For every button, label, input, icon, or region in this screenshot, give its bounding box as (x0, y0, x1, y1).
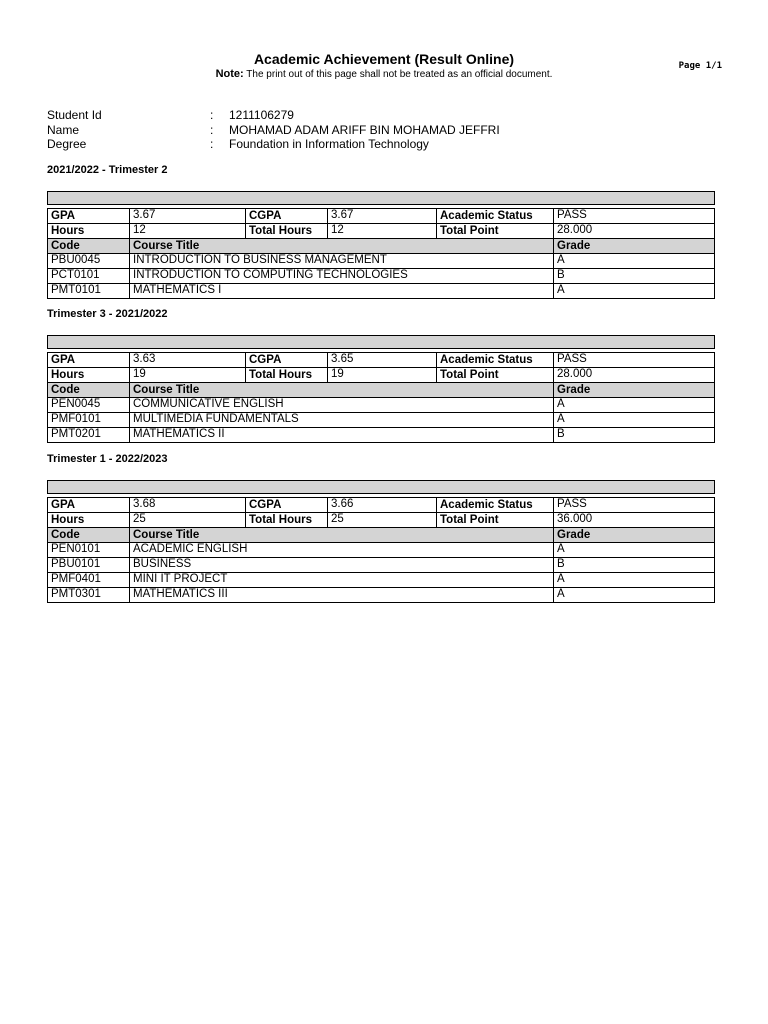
academic-status-label: Academic Status (437, 498, 554, 513)
course-title-header: Course Title (130, 528, 554, 543)
table-row (48, 573, 715, 588)
code-header: Code (48, 239, 130, 254)
hours-value: 12 (130, 224, 246, 239)
hours-value: 19 (130, 368, 246, 383)
summary-row (48, 353, 715, 368)
summary-row (48, 513, 715, 528)
total-hours-value: 12 (328, 224, 437, 239)
course-header-row (48, 383, 715, 398)
table-row (48, 413, 715, 428)
gpa-value: 3.67 (130, 209, 246, 224)
hours-label: Hours (48, 224, 130, 239)
table-row (48, 254, 715, 269)
hours-label: Hours (48, 513, 130, 528)
header-note (0, 68, 768, 80)
term-title: Trimester 3 - 2021/2022 (47, 308, 168, 320)
course-grade: B (554, 558, 715, 573)
course-header-row (48, 528, 715, 543)
table-row (48, 558, 715, 573)
total-point-label: Total Point (437, 224, 554, 239)
term-title: 2021/2022 - Trimester 2 (47, 164, 168, 176)
gpa-value: 3.68 (130, 498, 246, 513)
course-grade: B (554, 428, 715, 443)
academic-status-label: Academic Status (437, 209, 554, 224)
degree-value: Foundation in Information Technology (229, 137, 429, 151)
page-title: Academic Achievement (Result Online) (253, 51, 515, 67)
course-title: INTRODUCTION TO COMPUTING TECHNOLOGIES (130, 269, 554, 284)
student-id-label: Student Id (47, 108, 102, 122)
grade-header: Grade (554, 383, 715, 398)
total-hours-value: 25 (328, 513, 437, 528)
table-header-band (48, 192, 715, 205)
course-title: BUSINESS (130, 558, 554, 573)
course-title: COMMUNICATIVE ENGLISH (130, 398, 554, 413)
name-label: Name (47, 122, 80, 137)
academic-status-value: PASS (554, 498, 715, 513)
course-title: ACADEMIC ENGLISH (130, 543, 554, 558)
hours-label: Hours (48, 368, 130, 383)
name-colon: : (210, 122, 214, 137)
degree-colon: : (210, 137, 214, 151)
academic-status-value: PASS (554, 209, 715, 224)
student-id-colon: : (210, 108, 214, 122)
student-info (47, 108, 500, 152)
total-hours-label: Total Hours (246, 513, 328, 528)
course-grade: A (554, 588, 715, 603)
academic-status-value: PASS (554, 353, 715, 368)
table-row (48, 284, 715, 299)
name-value: MOHAMAD ADAM ARIFF BIN MOHAMAD JEFFRI (229, 122, 500, 137)
summary-row (48, 209, 715, 224)
cgpa-value: 3.65 (328, 353, 437, 368)
total-point-value: 36.000 (554, 513, 715, 528)
note-text: The print out of this page shall not be treated as an official document. (246, 69, 553, 80)
course-title: MATHEMATICS III (130, 588, 554, 603)
term-table (47, 480, 715, 603)
course-code: PEN0045 (48, 398, 130, 413)
term-table (47, 191, 715, 299)
course-code: PMF0401 (48, 573, 130, 588)
course-code: PEN0101 (48, 543, 130, 558)
name-row (47, 123, 500, 138)
academic-status-label: Academic Status (437, 353, 554, 368)
course-grade: A (554, 254, 715, 269)
course-code: PBU0101 (48, 558, 130, 573)
gpa-label: GPA (48, 498, 130, 513)
course-code: PMT0201 (48, 428, 130, 443)
total-point-value: 28.000 (554, 224, 715, 239)
course-code: PMT0301 (48, 588, 130, 603)
course-code: PCT0101 (48, 269, 130, 284)
course-grade: A (554, 543, 715, 558)
course-title: MULTIMEDIA FUNDAMENTALS (130, 413, 554, 428)
course-title: MINI IT PROJECT (130, 573, 554, 588)
course-grade: A (554, 284, 715, 299)
cgpa-value: 3.66 (328, 498, 437, 513)
table-header-band (48, 336, 715, 349)
course-title-header: Course Title (130, 239, 554, 254)
code-header: Code (48, 528, 130, 543)
summary-row (48, 224, 715, 239)
cgpa-label: CGPA (246, 353, 328, 368)
summary-row (48, 498, 715, 513)
course-code: PMT0101 (48, 284, 130, 299)
course-code: PMF0101 (48, 413, 130, 428)
gpa-value: 3.63 (130, 353, 246, 368)
degree-label: Degree (47, 137, 87, 151)
total-point-label: Total Point (437, 368, 554, 383)
table-row (48, 269, 715, 284)
total-hours-value: 19 (328, 368, 437, 383)
hours-value: 25 (130, 513, 246, 528)
course-grade: A (554, 398, 715, 413)
total-hours-label: Total Hours (246, 224, 328, 239)
table-row (48, 588, 715, 603)
page-number: Page 1/1 (678, 61, 722, 71)
total-point-label: Total Point (437, 513, 554, 528)
table-row (48, 428, 715, 443)
grade-header: Grade (554, 528, 715, 543)
gpa-label: GPA (48, 353, 130, 368)
gpa-label: GPA (48, 209, 130, 224)
cgpa-value: 3.67 (328, 209, 437, 224)
table-header-band (48, 481, 715, 494)
cgpa-label: CGPA (246, 209, 328, 224)
course-title-header: Course Title (130, 383, 554, 398)
course-title: MATHEMATICS II (130, 428, 554, 443)
course-title: INTRODUCTION TO BUSINESS MANAGEMENT (130, 254, 554, 269)
course-title: MATHEMATICS I (130, 284, 554, 299)
grade-header: Grade (554, 239, 715, 254)
cgpa-label: CGPA (246, 498, 328, 513)
degree-row (47, 137, 500, 152)
term-table (47, 335, 715, 443)
student-id-value: 1211106279 (229, 108, 294, 122)
note-label: Note: (215, 68, 244, 80)
student-id-row (47, 108, 500, 123)
course-grade: B (554, 269, 715, 284)
term-title: Trimester 1 - 2022/2023 (47, 453, 168, 465)
summary-row (48, 368, 715, 383)
course-grade: A (554, 573, 715, 588)
course-header-row (48, 239, 715, 254)
total-point-value: 28.000 (554, 368, 715, 383)
code-header: Code (48, 383, 130, 398)
course-grade: A (554, 413, 715, 428)
table-row (48, 398, 715, 413)
table-row (48, 543, 715, 558)
total-hours-label: Total Hours (246, 368, 328, 383)
course-code: PBU0045 (48, 254, 130, 269)
